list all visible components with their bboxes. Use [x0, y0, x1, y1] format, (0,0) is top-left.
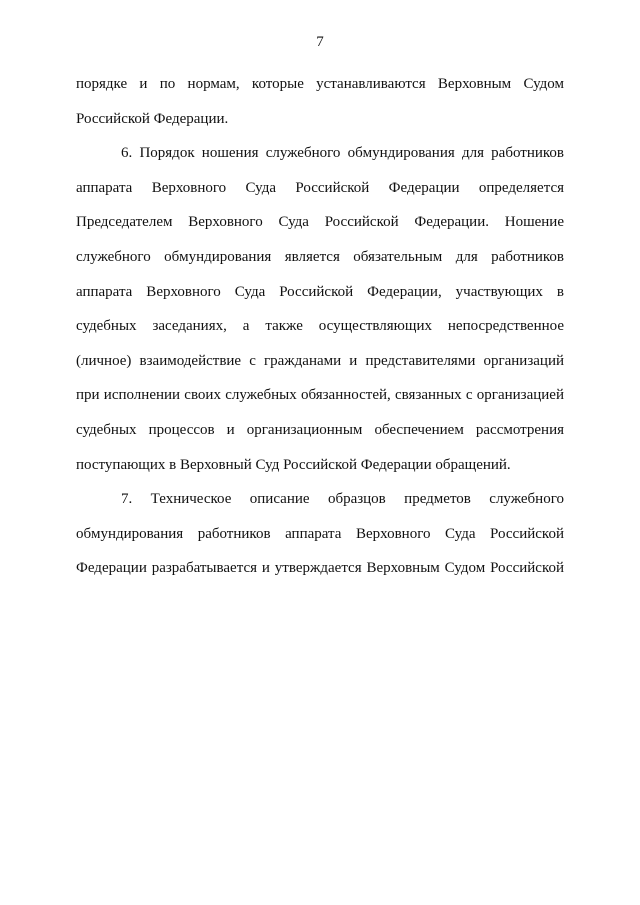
paragraph-7-line-3: Федерации разрабатывается и утверждается Верховным Судом Российской	[76, 560, 564, 577]
paragraph-6-line-3: Председателем Верховного Суда Российской Федерации. Ношение	[76, 214, 564, 231]
paragraph-6-line-10: поступающих в Верховный Суд Российской Федерации обращений.	[76, 456, 511, 473]
paragraph-6-line-1: 6. Порядок ношения служебного обмундирования для работников	[121, 145, 564, 162]
paragraph-6-line-9: судебных процессов и организационным обеспечением рассмотрения	[76, 421, 564, 438]
paragraph-6-line-7: (личное) взаимодействие с гражданами и представителями организаций	[76, 352, 564, 369]
paragraph-5-line-1: порядке и по нормам, которые устанавливаются Верховным Судом	[76, 76, 564, 92]
paragraph-6-line-2: аппарата Верховного Суда Российской Федерации определяется	[76, 179, 564, 196]
paragraph-6-line-6: судебных заседаниях, а также осуществляющих непосредственное	[76, 318, 564, 335]
page-number: 7	[316, 34, 324, 50]
paragraph-6-line-4: служебного обмундирования является обязательным для работников	[76, 248, 564, 265]
paragraph-5-line-2: Российской Федерации.	[76, 110, 229, 127]
paragraph-7-line-2: обмундирования работников аппарата Верховного Суда Российской	[76, 525, 564, 542]
paragraph-6-line-5: аппарата Верховного Суда Российской Федерации, участвующих в	[76, 283, 564, 300]
document-body	[76, 67, 564, 586]
paragraph-7-line-1: 7. Техническое описание образцов предметов служебного	[121, 491, 564, 508]
paragraph-6-line-8: при исполнении своих служебных обязанностей, связанных с организацией	[76, 387, 564, 404]
